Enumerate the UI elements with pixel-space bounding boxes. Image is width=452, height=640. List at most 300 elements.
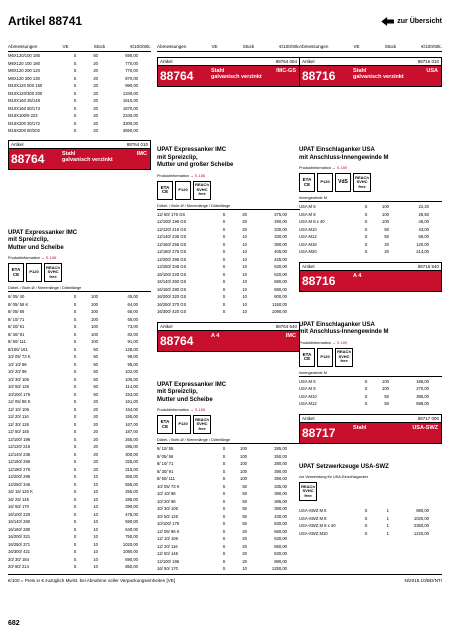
cell-pieces: 20 [93, 466, 98, 472]
cell-ve: S [73, 444, 77, 449]
product-title-line: mit Anschluss-Innengewinde M [299, 154, 389, 161]
table-row [299, 378, 442, 386]
article-type: IMC-GS [276, 68, 296, 74]
cell-ve: S [73, 331, 77, 337]
cell-ve: S [222, 528, 226, 534]
table-row [8, 533, 151, 541]
article-finish: galvanisch verzinkt [211, 74, 262, 81]
article-code: 88716 010 [417, 59, 439, 64]
cell-ve: S [73, 98, 77, 103]
cell-price: 870,00 [125, 75, 138, 81]
badge-row [157, 181, 300, 200]
cell-price: 980,00 [274, 558, 287, 564]
cell-ve: S [73, 474, 77, 479]
cell-pieces: 100 [91, 316, 98, 322]
table-row [8, 90, 151, 98]
cell-pieces: 100 [382, 378, 389, 384]
table-row [299, 507, 442, 515]
cell-pieces: 10 [93, 556, 98, 562]
product-info-link[interactable]: S-188 [194, 408, 205, 412]
table-row [8, 503, 151, 511]
cell-ve: S [73, 414, 77, 419]
table-row [8, 541, 151, 549]
cell-ve: S [222, 301, 226, 307]
ce-label: CE [161, 189, 169, 194]
cell-price: 290,00 [274, 219, 287, 224]
header-dimensions: Abmessungen [299, 44, 329, 49]
cell-price: 690,00 [125, 53, 138, 58]
article-type: USA-SWZ [412, 424, 438, 431]
table-row [157, 505, 300, 513]
table-row [157, 535, 300, 543]
cell-dimension: USA M16 [299, 241, 317, 247]
cell-ve: S [364, 530, 368, 536]
cell-ve: S [73, 120, 77, 126]
article-number: 88716 [300, 271, 350, 291]
product-title [157, 147, 300, 170]
table-row [8, 301, 151, 309]
cell-dimension: USA M12 [299, 234, 317, 239]
cell-price: 280,00 [274, 461, 287, 466]
cell-dimension: 16/ 15/ 120 K [8, 489, 33, 494]
cell-price: 2340,00 [122, 113, 138, 118]
table-row [8, 413, 151, 421]
article-type: IMC [136, 150, 147, 157]
subheader: Dübel- / Bohr-Ø / Klemmlänge / Dübellänge [157, 204, 300, 210]
table-body [157, 445, 300, 573]
cell-pieces: 50 [242, 506, 247, 511]
cell-pieces: 10 [242, 264, 247, 269]
cell-price: 330,00 [274, 226, 287, 232]
article-label: Artikel [160, 323, 173, 329]
cell-dimension: 12/ 05/ 86 K [157, 528, 180, 534]
product-title-line: UPAT Einschlaganker USA [299, 321, 375, 328]
eta-ce-badge [157, 181, 173, 200]
cell-pieces: 10 [242, 566, 247, 571]
product-title-line: UPAT Expressanker IMC [157, 381, 227, 388]
cell-pieces: 10 [242, 271, 247, 277]
table-row [8, 518, 151, 526]
cell-price: 186,00 [416, 378, 429, 384]
cell-pieces: 100 [382, 219, 389, 224]
table-body [299, 378, 442, 408]
cell-price: 114,00 [125, 384, 138, 389]
cell-ve: S [222, 536, 226, 541]
cell-dimension: USA M 8 [299, 386, 316, 391]
cell-dimension: 8/ 10/ 71 [157, 461, 174, 466]
cell-dimension: 12/ 05/ 86 K [8, 399, 31, 404]
cell-price: 1340,00 [122, 90, 138, 96]
table-row [8, 511, 151, 519]
table-row [157, 528, 300, 536]
table-row [8, 112, 151, 120]
cell-ve: S [73, 90, 77, 96]
cell-dimension: M16X200 60/202 [8, 128, 40, 133]
cell-ve: S [73, 68, 77, 73]
cell-dimension: M10X160 25/148 [8, 98, 40, 103]
cell-dimension: 10/ 05/ 73 K [157, 483, 180, 489]
product-info-link[interactable]: S-189 [336, 166, 347, 170]
cell-price: 214,00 [416, 249, 429, 254]
table-row [157, 513, 300, 521]
cell-ve: S [73, 301, 77, 307]
article-box [8, 140, 151, 170]
cell-pieces: 100 [240, 476, 247, 481]
table-row [8, 368, 151, 376]
cell-ve: S [222, 513, 226, 519]
cell-price: 106,00 [125, 376, 138, 382]
reach-badge: REACh SVHC free [353, 173, 371, 192]
header-price: €/100/Stk. [279, 44, 300, 49]
article-label: Artikel [302, 263, 315, 269]
table-row [8, 436, 151, 444]
cell-pieces: 20 [242, 543, 247, 549]
cell-price: 590,00 [125, 519, 138, 524]
cell-dimension: 12/ 50/ 146 [157, 551, 178, 556]
cell-pieces: 1 [386, 523, 389, 528]
cell-dimension: 12/250/ 346 [8, 481, 31, 487]
product-info-link[interactable]: S-188 [45, 256, 56, 260]
badge-row [8, 263, 151, 282]
eta-ce-badge [299, 173, 315, 192]
cell-ve: S [222, 543, 226, 549]
cell-ve: S [222, 491, 226, 496]
vds-badge: VdS [335, 173, 351, 192]
cell-pieces: 20 [93, 436, 98, 442]
cell-pieces: 50 [242, 483, 247, 489]
cell-price: 630,00 [274, 551, 287, 556]
table-row [157, 543, 300, 551]
p120-badge: P120 [26, 263, 42, 282]
product-info-note [8, 256, 151, 260]
table-row [8, 466, 151, 474]
table-header [8, 44, 151, 52]
table-row [299, 203, 442, 211]
article-code: 88764 540 [275, 323, 297, 329]
cell-pieces: 1 [386, 515, 389, 521]
cell-ve: S [73, 481, 77, 487]
eta-ce-badge [8, 263, 24, 282]
cell-pieces: 20 [93, 399, 98, 404]
cell-price: 285,00 [125, 496, 138, 502]
cell-price: 22,20 [418, 204, 429, 209]
article-code: 88716 540 [417, 263, 439, 269]
cell-dimension: 10/ 20/ 96 [157, 498, 176, 504]
cell-ve: S [73, 339, 77, 344]
cell-dimension: 16/ 50/ 170 [157, 566, 178, 571]
cell-price: 120,00 [416, 241, 429, 247]
header-dimensions: Abmessungen [157, 44, 187, 49]
table-row [157, 293, 300, 301]
cell-price: 65,00 [127, 309, 138, 314]
cell-price: 300,00 [125, 451, 138, 457]
cell-pieces: 10 [93, 481, 98, 487]
cell-pieces: 10 [93, 526, 98, 532]
table-row [8, 548, 151, 556]
table-row [8, 127, 151, 135]
product-info-link[interactable]: S-189 [336, 340, 347, 345]
table-row [8, 316, 151, 324]
cell-price: 82,00 [127, 331, 138, 337]
cell-price: 161,00 [125, 399, 138, 404]
table-row [157, 233, 300, 241]
cell-price: 43,00 [418, 226, 429, 232]
cell-price: 385,00 [416, 393, 429, 399]
cell-price: 3650,00 [122, 128, 138, 133]
cell-dimension: 12/160/ 256 GS [157, 241, 187, 247]
article-material: Stahl [353, 68, 367, 74]
cell-dimension: 6/ 05/ 40 [8, 294, 25, 299]
cell-pieces: 50 [384, 393, 389, 399]
cell-price: 530,00 [274, 264, 287, 269]
cell-dimension: 12/120/ 216 GS [157, 226, 187, 232]
table-row [8, 383, 151, 391]
article-label: Artikel [302, 415, 315, 421]
ce-label: CE [161, 423, 169, 429]
cell-price: 91,00 [127, 339, 138, 344]
cell-dimension: M8X120 100 180 [8, 60, 40, 66]
product-info-label: Produktinformation → [157, 408, 194, 412]
cell-pieces: 20 [384, 249, 389, 254]
article-number: 88764 [158, 66, 208, 86]
cell-dimension: USA M 8 [299, 211, 316, 217]
table-row [299, 515, 442, 523]
table-row [299, 530, 442, 538]
cell-price: 1090,00 [271, 309, 287, 314]
cell-dimension: 10/ 30/ 106 [8, 376, 29, 382]
cell-pieces: 100 [240, 468, 247, 474]
cell-ve: S [73, 556, 77, 562]
cell-pieces: 10 [93, 489, 98, 494]
cell-price: 1220,00 [413, 530, 429, 536]
cell-price: 46,00 [418, 219, 429, 224]
article-code: 88764 010 [126, 141, 148, 147]
article-label: Artikel [302, 59, 315, 64]
cell-price: 3300,00 [122, 120, 138, 126]
product-title [8, 230, 151, 253]
table-row [8, 526, 151, 534]
cell-price: 96,00 [127, 354, 138, 359]
badge-row [299, 173, 442, 192]
product-info-label: Produktinformation → [299, 166, 336, 170]
cell-dimension: M8X120 300 130 [8, 75, 40, 81]
cell-price: 1610,00 [122, 98, 138, 103]
cell-pieces: 50 [242, 491, 247, 496]
article-material: A 4 [211, 332, 220, 339]
cell-price: 560,00 [274, 528, 287, 534]
cell-ve: S [222, 446, 226, 451]
cell-price: 155,00 [125, 414, 138, 419]
reach-badge: REACh SVHC free [44, 263, 62, 282]
table-row [157, 278, 300, 286]
table-row [157, 211, 300, 219]
cell-pieces: 100 [240, 461, 247, 466]
cell-pieces: 50 [93, 346, 98, 352]
cell-pieces: 100 [240, 446, 247, 451]
article-box [299, 262, 442, 292]
cell-ve: S [73, 361, 77, 367]
cell-dimension: 10/ 05/ 73 K [8, 354, 31, 359]
product-info-note [299, 166, 442, 170]
cell-dimension: 16/ 50/ 170 [8, 504, 29, 509]
table-row [157, 271, 300, 279]
table-row [8, 428, 151, 436]
article-description [59, 149, 150, 169]
table-row [157, 453, 300, 461]
table-row [8, 361, 151, 369]
product-info-link[interactable]: S-188 [194, 173, 205, 178]
article-number: 88717 [300, 423, 350, 443]
product-title-line: Mutter und großer Scheibe [157, 162, 234, 168]
product-title-line: Mutter und Scheibe [157, 396, 213, 403]
cell-pieces: 100 [382, 204, 389, 209]
cell-pieces: 100 [91, 324, 98, 329]
cell-ve: S [364, 523, 368, 528]
cell-price: 640,00 [125, 526, 138, 532]
table-row [157, 218, 300, 226]
cell-dimension: M8X120 200 120 [8, 68, 40, 73]
cell-ve: S [222, 566, 226, 571]
cell-dimension: USA M 8 x 40 [299, 219, 325, 224]
product-info-label: Produktinformation → [299, 340, 336, 345]
column-2 [157, 44, 300, 573]
table-row [8, 443, 151, 451]
cell-pieces: 10 [93, 564, 98, 569]
cell-dimension: 10/ 20/ 96 [8, 369, 27, 374]
column-1 [8, 44, 151, 571]
table-row [8, 406, 151, 414]
table-header [157, 44, 300, 52]
cell-pieces: 1 [386, 508, 389, 513]
cell-price: 430,00 [274, 513, 287, 519]
cell-price: 475,00 [125, 511, 138, 517]
cell-pieces: 20 [242, 211, 247, 217]
table-row [299, 218, 442, 226]
cell-ve: S [73, 466, 77, 472]
cell-pieces: 10 [242, 294, 247, 299]
cell-dimension: 12/180/ 276 [8, 466, 31, 472]
table-body [157, 211, 300, 316]
cell-ve: S [364, 393, 368, 399]
cell-ve: S [73, 451, 77, 457]
article-description [350, 423, 441, 443]
reach-badge: REACh SVHC free [193, 181, 211, 200]
cell-dimension: 16/140/ 260 [8, 519, 31, 524]
cell-price: 390,00 [274, 491, 287, 496]
article-material: A 4 [353, 272, 362, 279]
product-info-label: Produktinformation → [8, 256, 45, 260]
cell-pieces: 100 [91, 331, 98, 337]
cell-ve: S [73, 391, 77, 397]
product-info-note [299, 341, 442, 345]
cell-ve: S [364, 401, 368, 406]
cell-dimension: 8/ 05/ 56 K [8, 301, 29, 307]
table-row [8, 458, 151, 466]
table-row [157, 248, 300, 256]
cell-price: 275,00 [274, 211, 287, 217]
cell-ve: S [73, 105, 77, 111]
table-row [8, 308, 151, 316]
cell-pieces: 10 [242, 249, 247, 254]
table-row [299, 522, 442, 530]
cell-pieces: 20 [242, 551, 247, 556]
cell-price: 555,00 [125, 481, 138, 487]
table-row [299, 241, 442, 249]
article-number: 88764 [158, 331, 208, 351]
eta-ce-badge [157, 415, 173, 434]
table-row [8, 451, 151, 459]
cell-pieces: 20 [93, 98, 98, 103]
cell-ve: S [73, 526, 77, 532]
cell-price: 850,00 [125, 564, 138, 569]
cell-dimension: 8/ 05/ 66 [8, 309, 25, 314]
header-ve: VE [62, 44, 69, 49]
product-title-line: mit Spreizclip, [157, 154, 198, 161]
cell-pieces: 20 [93, 120, 98, 126]
article-box [299, 414, 442, 444]
cell-pieces: 20 [384, 241, 389, 247]
article-box [299, 57, 442, 87]
cell-dimension: 16/300/ 420 GS [157, 309, 187, 314]
table-row [8, 105, 151, 113]
table-row [157, 475, 300, 483]
cell-pieces: 100 [91, 294, 98, 299]
cell-dimension: 8/ 20/ 81 [8, 324, 25, 329]
cell-dimension: 8/ 50/ 111 [8, 339, 27, 344]
cell-dimension: 16/160/ 280 [8, 526, 31, 532]
cell-dimension: 12/180/ 276 GS [157, 249, 187, 254]
cell-pieces: 20 [93, 128, 98, 133]
cell-price: 45,00 [127, 294, 138, 299]
header-dimensions: Abmessungen [8, 44, 38, 49]
arrow-left-icon [381, 17, 394, 26]
cell-ve: S [364, 234, 368, 239]
cell-pieces: 20 [93, 414, 98, 419]
cell-ve: S [222, 219, 226, 224]
cell-dimension: 8/ 30/ 91 [8, 331, 25, 337]
cell-dimension: 12/100/ 196 GS [157, 219, 187, 224]
cell-price: 95,00 [127, 361, 138, 367]
article-type: IMC [285, 332, 296, 339]
overview-link[interactable] [381, 17, 442, 26]
cell-ve: S [222, 461, 226, 466]
cell-pieces: 10 [93, 549, 98, 554]
table-row [299, 211, 442, 219]
cell-ve: S [73, 316, 77, 322]
cell-price: 164,00 [125, 406, 138, 412]
table-row [8, 563, 151, 571]
cell-dimension: 12/120/ 216 [8, 444, 31, 449]
overview-label: zur Übersicht [397, 18, 442, 25]
table-row [157, 498, 300, 506]
cell-price: 530,00 [274, 536, 287, 541]
cell-price: 690,00 [274, 279, 287, 284]
cell-price: 28,50 [418, 211, 429, 217]
product-title-line: mit Spreizclip, [8, 237, 49, 243]
cell-dimension: 16/100/ 220 GS [157, 271, 187, 277]
cell-price: 770,00 [125, 60, 138, 66]
cell-ve: S [73, 346, 77, 352]
p120-badge: P120 [317, 348, 333, 367]
cell-pieces: 20 [93, 105, 98, 111]
cell-pieces: 10 [242, 301, 247, 307]
product-title-line: UPAT Expressanker IMC [157, 147, 227, 153]
cell-price: 770,00 [125, 68, 138, 73]
cell-ve: S [73, 113, 77, 118]
cell-ve: S [222, 294, 226, 299]
article-material: Stahl [353, 424, 367, 431]
cell-pieces: 20 [93, 429, 98, 434]
